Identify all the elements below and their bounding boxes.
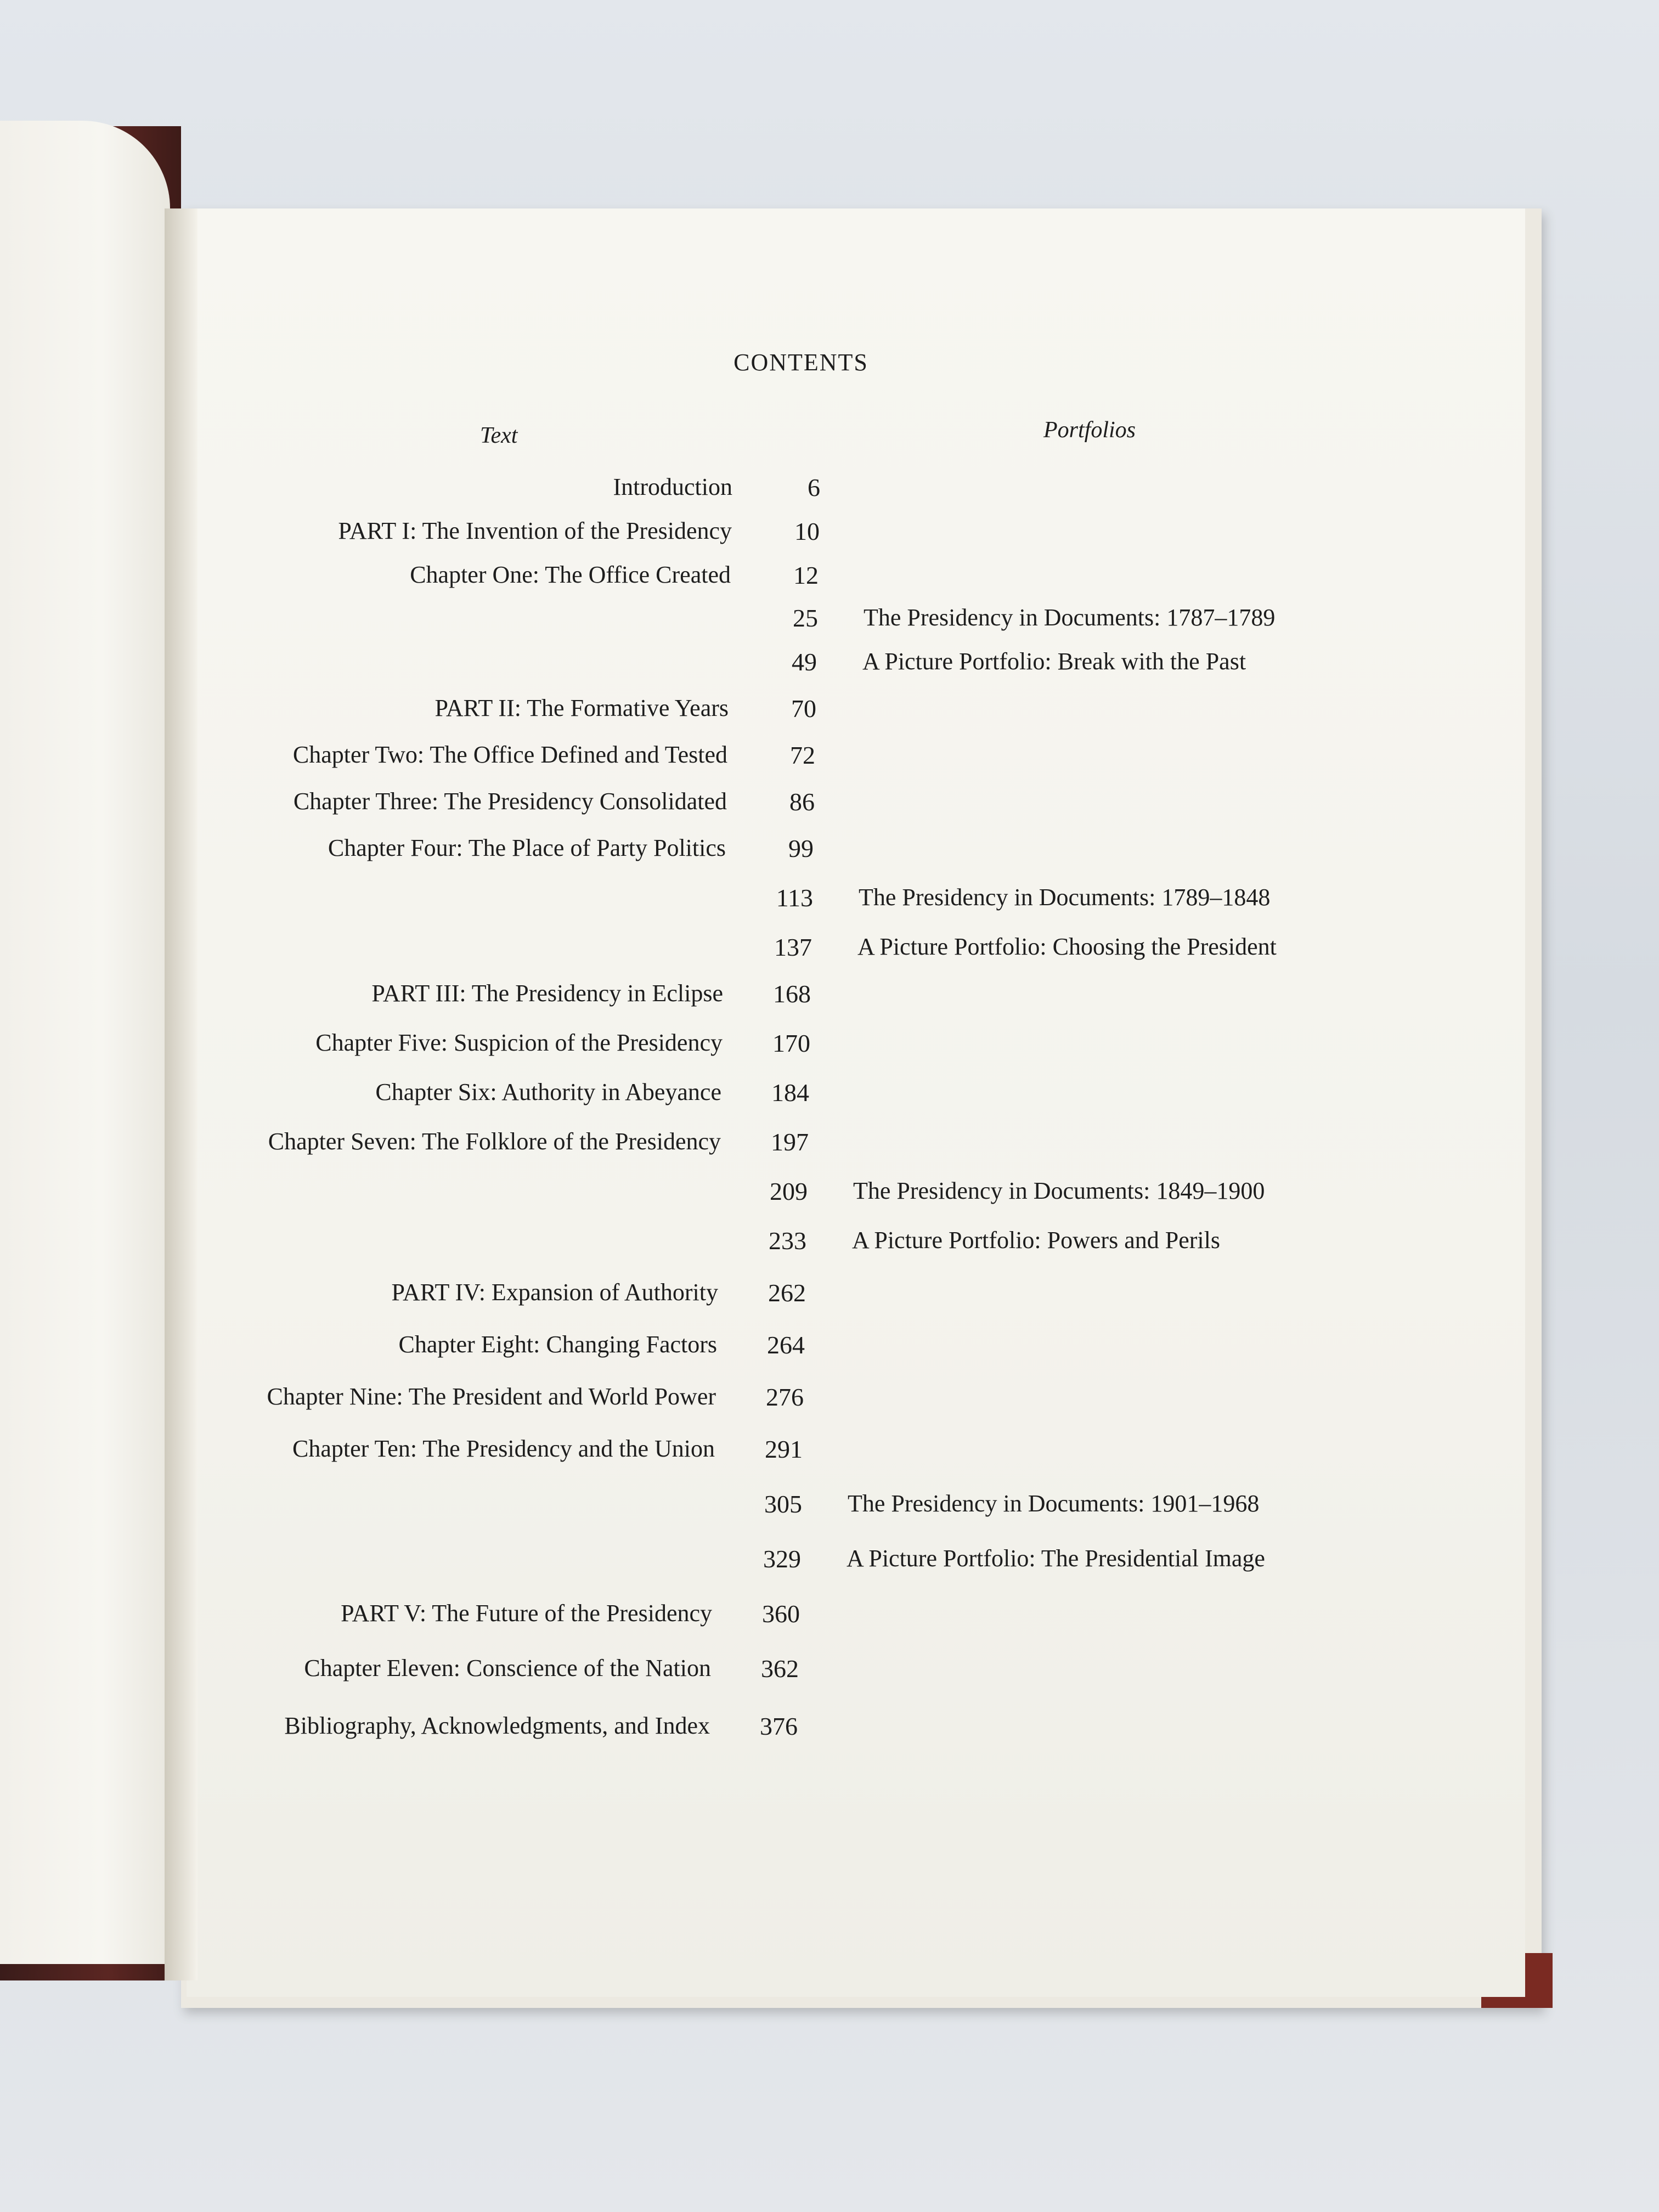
toc-entry-title: Chapter Nine: The President and World Power <box>267 1383 716 1410</box>
toc-entry-page-number: 70 <box>791 695 816 723</box>
toc-entry-page-number: 168 <box>773 980 811 1008</box>
toc-entry-page-number: 12 <box>793 561 819 589</box>
toc-entry-page-number: 72 <box>790 741 815 769</box>
toc-entry-page-number: 362 <box>761 1655 799 1683</box>
toc-entry-page-number: 10 <box>794 517 820 545</box>
toc-entry-title: Introduction <box>613 473 732 500</box>
contents-title: CONTENTS <box>733 349 868 376</box>
toc-entry-page-number: 262 <box>768 1279 806 1307</box>
toc-portfolio-title: A Picture Portfolio: Powers and Perils <box>852 1227 1220 1254</box>
toc-entry-title: PART III: The Presidency in Eclipse <box>371 980 723 1007</box>
toc-entry-title: Bibliography, Acknowledgments, and Index <box>284 1712 710 1739</box>
toc-entry-page-number: 209 <box>770 1177 808 1205</box>
left-page-edge <box>0 121 170 1964</box>
toc-entry-title: Chapter Four: The Place of Party Politics <box>328 834 726 861</box>
toc-entry-page-number: 99 <box>788 834 814 862</box>
toc-entry-page-number: 25 <box>793 604 818 632</box>
toc-entry-page-number: 276 <box>766 1383 804 1411</box>
toc-portfolio-title: A Picture Portfolio: Choosing the President <box>857 933 1277 960</box>
toc-entry-title: PART IV: Expansion of Authority <box>391 1279 718 1306</box>
toc-entry-page-number: 113 <box>776 884 813 912</box>
toc-entry-title: PART II: The Formative Years <box>435 695 729 721</box>
toc-entry-title: Chapter Two: The Office Defined and Tested <box>292 741 727 768</box>
text-column-heading: Text <box>480 423 518 448</box>
toc-entry-page-number: 170 <box>772 1029 810 1057</box>
toc-entry-page-number: 184 <box>771 1079 809 1107</box>
toc-entry-title: Chapter Three: The Presidency Consolidated <box>293 788 727 815</box>
toc-entry-title: Chapter One: The Office Created <box>410 561 731 588</box>
toc-entry-title: PART I: The Invention of the Presidency <box>338 517 732 544</box>
toc-entry-title: Chapter Six: Authority in Abeyance <box>375 1079 721 1105</box>
toc-entry-page-number: 86 <box>789 788 815 816</box>
toc-portfolio-title: A Picture Portfolio: The Presidential Image <box>847 1545 1265 1572</box>
toc-entry-page-number: 197 <box>771 1128 809 1156</box>
toc-entry-title: Chapter Eight: Changing Factors <box>398 1331 717 1358</box>
toc-entry-page-number: 376 <box>760 1712 798 1740</box>
toc-entry-page-number: 49 <box>792 648 817 676</box>
portfolios-column-heading: Portfolios <box>1043 417 1136 443</box>
toc-entry-title: Chapter Five: Suspicion of the Presidency <box>315 1029 723 1056</box>
toc-entry-page-number: 360 <box>762 1600 800 1628</box>
toc-portfolio-title: The Presidency in Documents: 1789–1848 <box>859 884 1271 911</box>
toc-portfolio-title: A Picture Portfolio: Break with the Past <box>862 648 1246 675</box>
toc-entry-title: Chapter Seven: The Folklore of the Presidency <box>268 1128 721 1155</box>
toc-entry-page-number: 305 <box>764 1490 802 1518</box>
toc-entry-page-number: 264 <box>767 1331 805 1359</box>
toc-entry-title: Chapter Eleven: Conscience of the Nation <box>304 1655 711 1681</box>
toc-entry-page-number: 233 <box>769 1227 806 1255</box>
toc-portfolio-title: The Presidency in Documents: 1849–1900 <box>853 1177 1265 1204</box>
book-gutter <box>165 208 198 1980</box>
toc-portfolio-title: The Presidency in Documents: 1787–1789 <box>864 604 1276 631</box>
toc-entry-page-number: 6 <box>808 473 820 501</box>
toc-entry-title: Chapter Ten: The Presidency and the Union <box>292 1435 715 1462</box>
toc-entry-page-number: 137 <box>774 933 812 961</box>
toc-entry-title: PART V: The Future of the Presidency <box>341 1600 712 1627</box>
toc-entry-page-number: 291 <box>765 1435 803 1463</box>
toc-portfolio-title: The Presidency in Documents: 1901–1968 <box>848 1490 1260 1517</box>
toc-entry-page-number: 329 <box>763 1545 801 1573</box>
